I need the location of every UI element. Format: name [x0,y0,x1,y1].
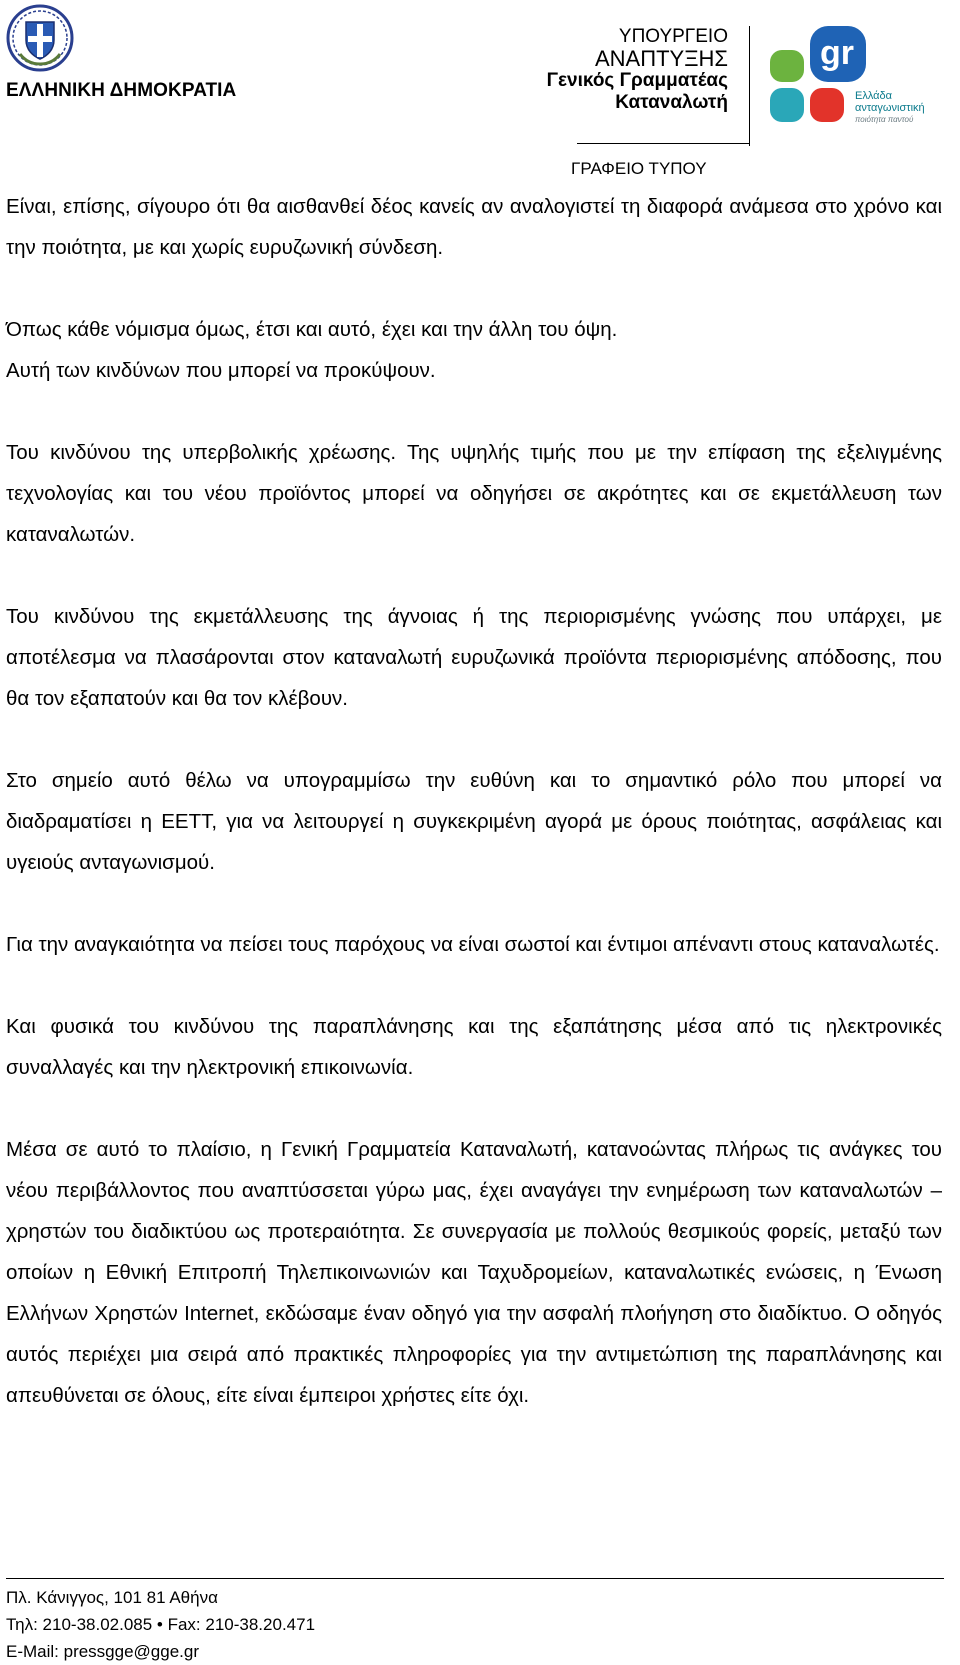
footer-divider [6,1578,944,1579]
footer-address: Πλ. Κάνιγγος, 101 81 Αθήνα [6,1588,218,1607]
logo-caption-line-1: Ελλάδα [855,90,893,102]
paragraph: Είναι, επίσης, σίγουρο ότι θα αισθανθεί δέος κανείς αν αναλογιστεί τη διαφορά ανάμεσα στο χρόνο και την ποιότητα, με και χωρίς ευρυζωνική σύνδεση. [6,195,942,259]
paragraph: Του κινδύνου της εκμετάλλευσης της άγνοιας ή της περιορισμένης γνώσης που υπάρχει, με αποτέλεσμα να πλασάρονται στον καταναλωτή ευρυζωνικά προϊόντα περιορισμένης απόδοσης, που θα τον εξαπατούν και θα τον κλέβουν. [6,605,942,710]
paragraph: Και φυσικά του κινδύνου της παραπλάνησης και της εξαπάτησης μέσα από τις ηλεκτρονικές συναλλαγές και την ηλεκτρονική επικοινωνία. [6,1015,942,1079]
document-body [6,186,942,1457]
greek-state-emblem [6,4,74,72]
logo-teal-square [770,88,804,122]
paragraph: Του κινδύνου της υπερβολικής χρέωσης. Της υψηλής τιμής που με την επίφαση της εξελιγμένης τεχνολογίας και του νέου προϊόντος μπορεί να οδηγήσει σε ακρότητες και σε εκμετάλλευση των καταναλωτών. [6,441,942,546]
header-divider-vertical [749,26,750,146]
footer-phones: Τηλ: 210-38.02.085 • Fax: 210-38.20.471 [6,1615,316,1634]
logo-green-square [770,50,804,82]
footer-contact [6,1584,315,1665]
header-divider-horizontal [577,143,750,144]
paragraph: Αυτή των κινδύνων που μπορεί να προκύψουν. [6,359,436,382]
ministry-line-4: Καταναλωτή [615,92,728,113]
paragraph: Όπως κάθε νόμισμα όμως, έτσι και αυτό, έχει και την άλλη του όψη. [6,318,618,341]
paragraph: Για την αναγκαιότητα να πείσει τους παρόχους να είναι σωστοί και έντιμοι απέναντι στους καταναλωτές. [6,933,940,956]
ministry-line-2: ΑΝΑΠΤΥΞΗΣ [594,46,728,71]
logo-red-square [810,88,844,122]
republic-title: ΕΛΛΗΝΙΚΗ ΔΗΜΟΚΡΑΤΙΑ [6,80,237,101]
paragraph: Μέσα σε αυτό το πλαίσιο, η Γενική Γραμματεία Καταναλωτή, κατανοώντας πλήρως τις ανάγκες του νέου περιβάλλοντος που αναπτύσσεται γύρω μας, έχει αναγάγει την ενημέρωση των καταναλωτών – χρηστών του διαδικτύου ως προτεραιότητα. Σε συνεργασία με πολλούς θεσμικούς φορείς, μεταξύ των οποίων η Εθνική Επιτροπή Τηλεπικοινωνιών και Ταχυδρομείων, καταναλωτικές ενώσεις, η Ένωση Ελλήνων Χρηστών Internet, εκδώσαμε έναν οδηγό για την ασφαλή πλοήγηση στο διαδίκτυο. Ο οδηγός αυτός περιέχει μια σειρά από πρακτικές πληροφορίες για την αντιμετώπιση της παραπλάνησης και απευθύνεται σε όλους, είτε είναι έμπειροι χρήστες είτε όχι. [6,1138,942,1407]
logo-mark-text: gr [820,34,854,72]
footer-email: E-Mail: pressgge@gge.gr [6,1642,200,1661]
logo-caption-line-2: ανταγωνιστική [855,102,925,114]
ministry-line-1: ΥΠΟΥΡΓΕΙΟ [618,26,728,47]
logo-caption-line-3: ποιότητα παντού [855,115,914,124]
paragraph: Στο σημείο αυτό θέλω να υπογραμμίσω την ευθύνη και το σημαντικό ρόλο που μπορεί να διαδραματίσει η ΕΕΤΤ, για να λειτουργεί η συγκεκριμένη αγορά με όρους ποιότητας, ασφάλειας και υγειούς ανταγωνισμού. [6,769,942,874]
ministry-block [547,26,728,114]
ministry-line-3: Γενικός Γραμματέας [546,70,728,91]
press-office-label: ΓΡΑΦΕΙΟ ΤΥΠΟΥ [571,159,707,178]
logo-caption [855,90,925,126]
